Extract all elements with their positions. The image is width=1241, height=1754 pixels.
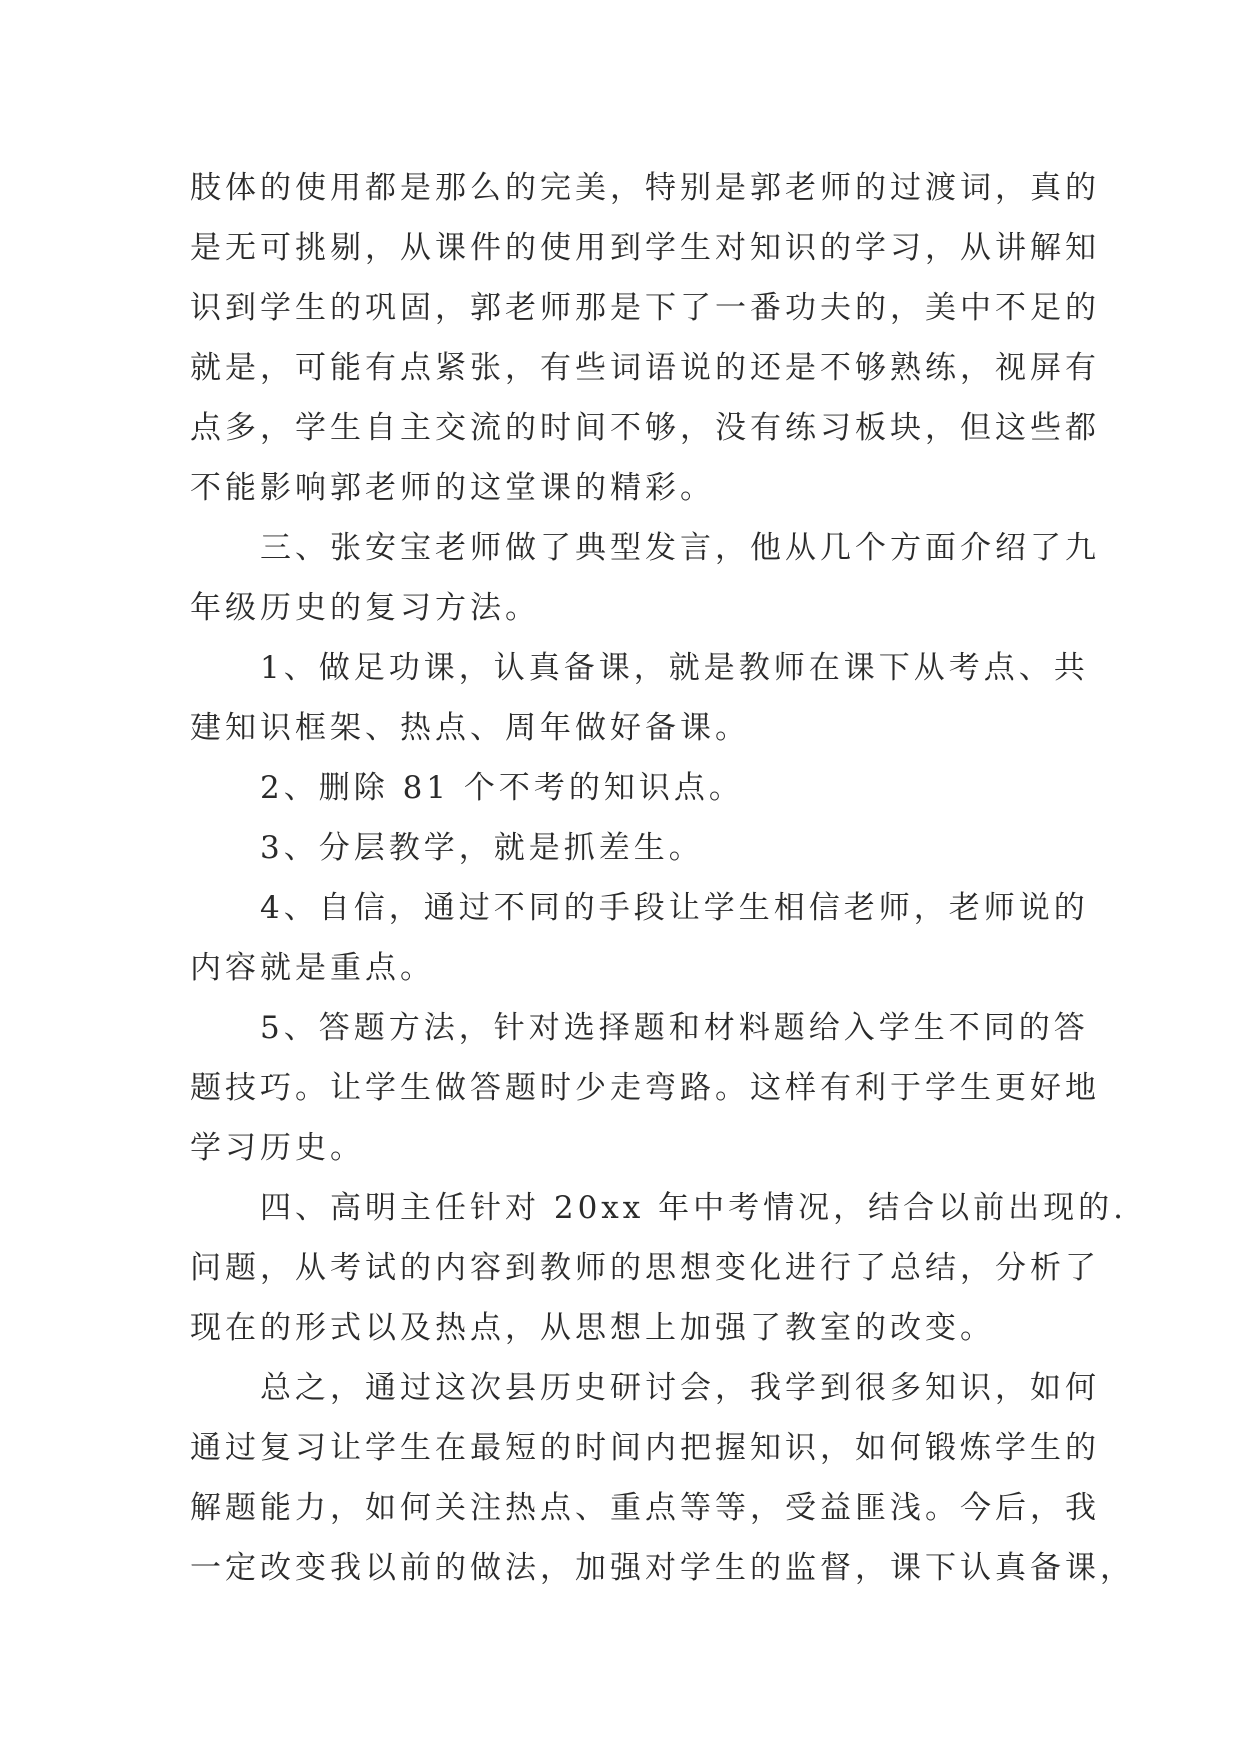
text-line: 就是，可能有点紧张，有些词语说的还是不够熟练，视屏有 [190,350,1100,386]
text-line: 年级历史的复习方法。 [190,590,540,626]
text-line: 识到学生的巩固，郭老师那是下了一番功夫的，美中不足的 [190,290,1100,326]
summary-paragraph-start: 总之，通过这次县历史研讨会，我学到很多知识，如何 [260,1370,1100,1406]
text-line: 学习历史。 [190,1130,365,1166]
document-body [190,158,1135,1598]
paragraph-four-start: 四、高明主任针对 20xx 年中考情况，结合以前出现的. [260,1190,1127,1226]
text-line: 一定改变我以前的做法，加强对学生的监督，课下认真备课， [190,1550,1135,1586]
text-line: 点多，学生自主交流的时间不够，没有练习板块，但这些都 [190,410,1100,446]
list-item-5: 5、答题方法，针对选择题和材料题给入学生不同的答 [260,1010,1089,1046]
text-line: 现在的形式以及热点，从思想上加强了教室的改变。 [190,1310,995,1346]
list-item-3: 3、分层教学，就是抓差生。 [260,830,704,866]
text-line: 肢体的使用都是那么的完美，特别是郭老师的过渡词，真的 [190,170,1100,206]
list-item-2: 2、删除 81 个不考的知识点。 [260,770,744,806]
text-line: 问题，从考试的内容到教师的思想变化进行了总结，分析了 [190,1250,1100,1286]
list-item-4: 4、自信，通过不同的手段让学生相信老师，老师说的 [260,890,1089,926]
text-line: 内容就是重点。 [190,950,435,986]
paragraph-three-start: 三、张安宝老师做了典型发言，他从几个方面介绍了九 [260,530,1100,566]
list-item-1: 1、做足功课，认真备课，就是教师在课下从考点、共 [260,650,1089,686]
text-line: 是无可挑剔，从课件的使用到学生对知识的学习，从讲解知 [190,230,1100,266]
text-line: 不能影响郭老师的这堂课的精彩。 [190,470,715,506]
text-line: 解题能力，如何关注热点、重点等等，受益匪浅。今后，我 [190,1490,1100,1526]
text-line: 建知识框架、热点、周年做好备课。 [190,710,750,746]
text-line: 题技巧。让学生做答题时少走弯路。这样有利于学生更好地 [190,1070,1100,1106]
text-line: 通过复习让学生在最短的时间内把握知识，如何锻炼学生的 [190,1430,1100,1466]
